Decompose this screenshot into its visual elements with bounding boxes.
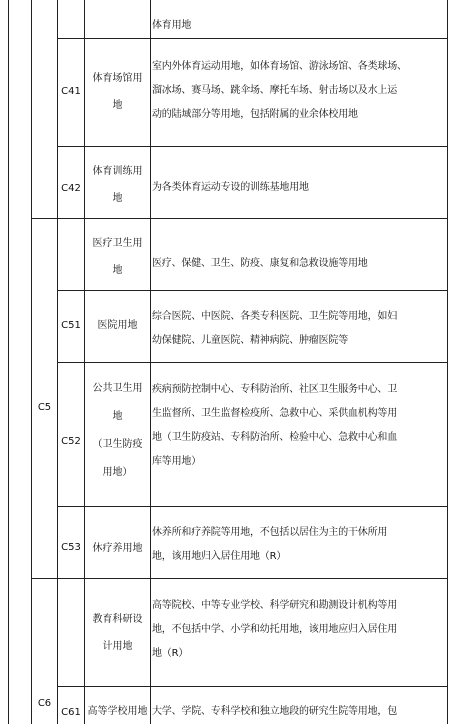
- table-row-code: C53: [61, 542, 81, 553]
- row-divider: [57, 146, 448, 147]
- table-row-name: 医疗卫生用 地: [92, 238, 143, 276]
- row-divider: [57, 686, 448, 687]
- table-row-desc: 综合医院、中医院、各类专科医院、卫生院等用地，如妇 幼保健院、儿童医院、精神病院、肿瘤医院等: [152, 311, 397, 346]
- table-row-name: 休疗养用地: [92, 543, 143, 554]
- table-row-desc: 医疗、保健、卫生、防疫、康复和急救设施等用地: [152, 258, 368, 269]
- table-row-desc: 高等院校、中等专业学校、科学研究和勘测设计机构等用 地，不包括中学、小学和幼托用地，该用地应归入居住用 地（R）: [152, 600, 397, 659]
- table-row-code: C41: [61, 86, 81, 97]
- table-row-desc: 室内外体育运动用地，如体育场馆、游泳场馆、各类球场、 溜冰场、赛马场、跳伞场、摩托车场、射击场以及水上运 动的陆域部分等用地，包括附属的业余体校用地: [152, 61, 407, 120]
- table-row-desc: 大学、学院、专科学校和独立地段的研究生院等用地，包: [152, 706, 397, 717]
- table-row-code: C51: [61, 320, 81, 331]
- major-category-code: C6: [37, 698, 52, 709]
- table-row-code: C42: [61, 183, 81, 194]
- table-row-name: 体育场馆用 地: [92, 73, 143, 111]
- table-row-name: 高等学校用地: [87, 706, 148, 717]
- table-row-code: C61: [61, 707, 81, 718]
- table-row-desc: 疾病预防控制中心、专科防治所、社区卫生服务中心、卫 生监督所、卫生监督检疫所、急救中心、采供血机构等用 地（卫生防疫站、专科防治所、检验中心、急救中心和血 库等用地）: [152, 384, 397, 467]
- table-row-name: 医院用地: [97, 320, 138, 331]
- table-row-name: 公共卫生用 地 （卫生防疫 用地）: [92, 383, 143, 478]
- row-divider: [31, 578, 448, 579]
- major-category-code: C5: [37, 402, 52, 413]
- table-row-desc: 为各类体育运动专设的训练基地用地: [152, 182, 309, 193]
- table-row-name: 教育科研设 计用地: [92, 614, 143, 652]
- row-divider: [57, 38, 448, 39]
- table-row-name: 体育训练用 地: [92, 166, 143, 204]
- row-divider: [57, 362, 448, 363]
- row-divider: [31, 218, 448, 219]
- table-row-desc: 体育用地: [152, 20, 192, 31]
- table-row-desc: 休养所和疗养院等用地，不包括以居住为主的干休所用 地，该用地归入居住用地（R）: [152, 527, 388, 562]
- table-row-code: C52: [61, 436, 81, 447]
- table-border-left: [8, 0, 9, 724]
